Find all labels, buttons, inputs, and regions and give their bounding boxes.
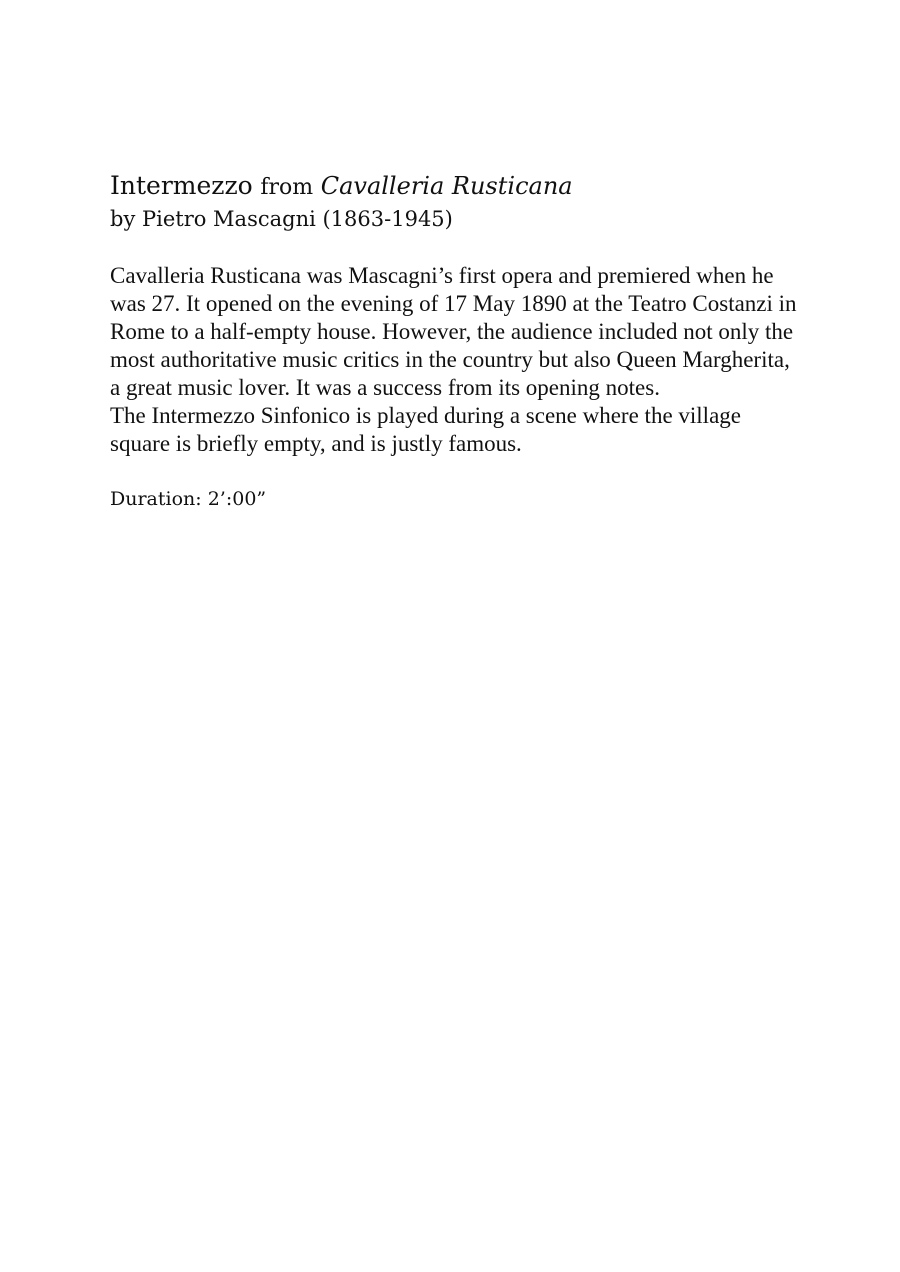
description-paragraph-1: Cavalleria Rusticana was Mascagni’s first opera and premiered when he was 27. It opened on the evening of 17 May 1890 at the Teatro Costanzi in Rome to a half-empty house. However, the audience included not only the most authoritative music critics in the country but also Queen Margherita, a great music lover. It was a success from its opening notes. <box>110 263 797 400</box>
composer-byline: by Pietro Mascagni (1863-1945) <box>110 207 453 231</box>
title-opera-name: Cavalleria Rusticana <box>320 172 573 200</box>
title-piece-name: Intermezzo <box>110 171 253 200</box>
description-paragraph-2: The Intermezzo Sinfonico is played during a scene where the village square is briefly empty, and is justly famous. <box>110 403 741 456</box>
title-connector: from <box>260 175 314 200</box>
document-content <box>110 170 800 512</box>
page-title <box>110 170 800 204</box>
duration-text: Duration: 2’:00” <box>110 488 267 510</box>
